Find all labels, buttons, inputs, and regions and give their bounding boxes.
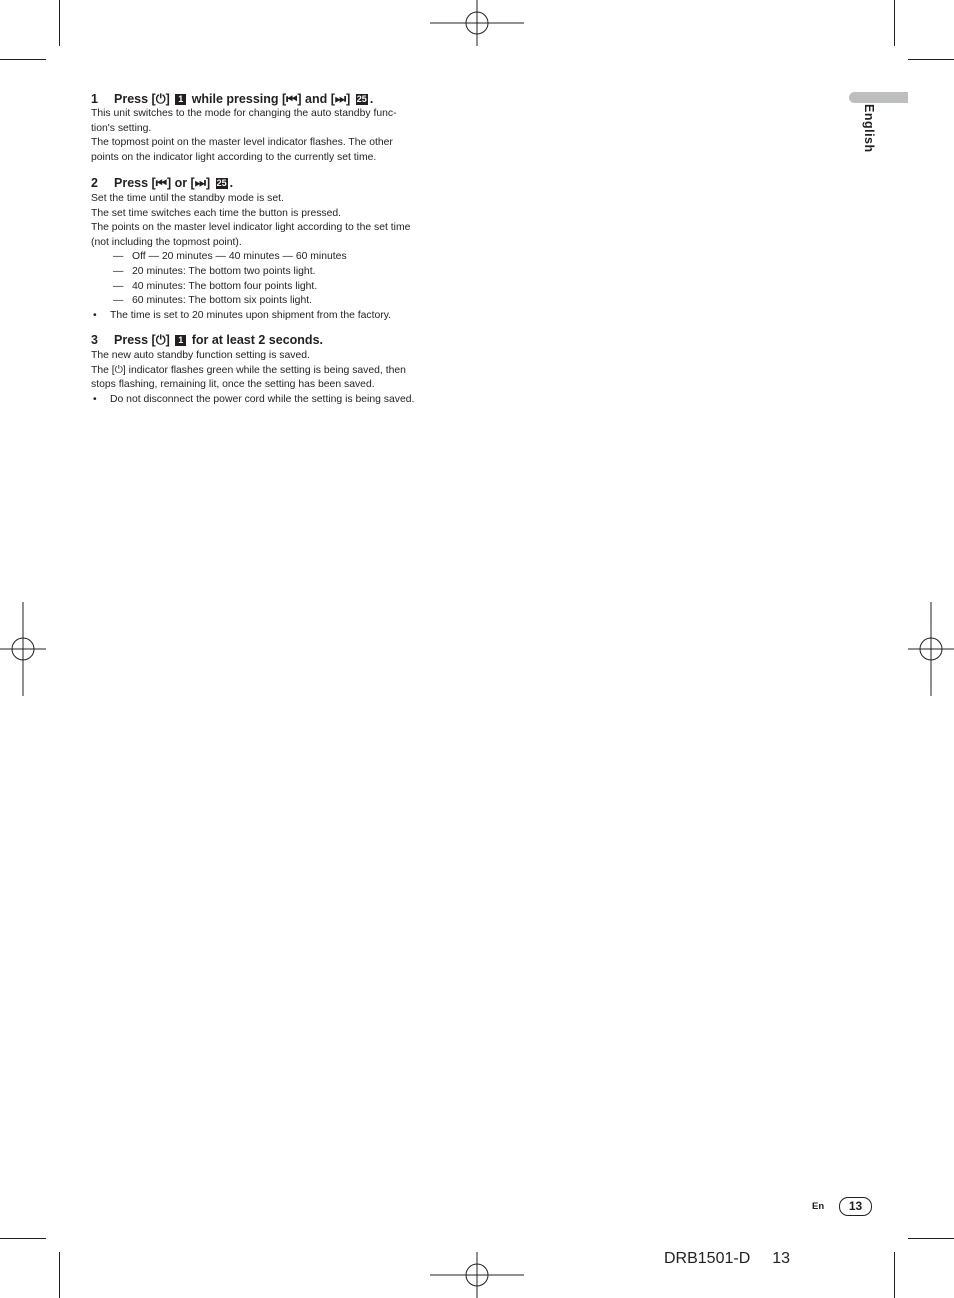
step-heading-text: . bbox=[369, 92, 374, 106]
step-1-body bbox=[91, 107, 461, 165]
dash-marker: — bbox=[113, 251, 124, 263]
dash-list-item bbox=[91, 294, 461, 309]
step-heading-text: for at least 2 seconds. bbox=[188, 333, 323, 347]
crop-mark bbox=[0, 1238, 46, 1239]
step-heading-text: Press [⏻] bbox=[114, 92, 174, 106]
language-tab-label: English bbox=[862, 104, 876, 153]
bullet-marker: • bbox=[93, 309, 97, 321]
body-line: stops flashing, remaining lit, once the setting has been saved. bbox=[91, 379, 375, 391]
language-code: En bbox=[812, 1201, 825, 1212]
body-line: Set the time until the standby mode is set. bbox=[91, 193, 284, 204]
step-heading-text: . bbox=[229, 176, 234, 190]
body-line: The set time switches each time the button is pressed. bbox=[91, 207, 342, 219]
button-number-badge: 1 bbox=[175, 335, 186, 346]
registration-mark-right bbox=[908, 602, 954, 696]
body-line: The new auto standby function setting is saved. bbox=[91, 350, 310, 361]
step-heading-text: while pressing [⏮] and [⏭] bbox=[188, 92, 354, 106]
bullet-text: Do not disconnect the power cord while the setting is being saved. bbox=[110, 393, 415, 405]
dash-item-text: Off — 20 minutes — 40 minutes — 60 minutes bbox=[132, 251, 347, 263]
dash-list-item bbox=[91, 250, 461, 265]
crop-mark bbox=[59, 1252, 60, 1298]
registration-mark-top bbox=[430, 0, 524, 46]
dash-marker: — bbox=[113, 280, 124, 292]
step-heading-text: Press [⏮] or [⏭] bbox=[114, 176, 214, 190]
body-line: The topmost point on the master level indicator flashes. The other bbox=[91, 137, 393, 149]
dash-list-item bbox=[91, 280, 461, 295]
dash-item-text: 20 minutes: The bottom two points light. bbox=[132, 265, 316, 277]
page-number: 13 bbox=[839, 1197, 872, 1216]
step-2-body bbox=[91, 192, 461, 323]
button-number-badge: 25 bbox=[216, 178, 227, 188]
bullet-text: The time is set to 20 minutes upon shipment from the factory. bbox=[110, 309, 392, 321]
step-heading-text: Press [⏻] bbox=[114, 333, 174, 347]
registration-mark-bottom bbox=[430, 1252, 524, 1298]
dash-marker: — bbox=[113, 265, 124, 277]
print-slug bbox=[664, 1250, 790, 1268]
button-number-badge: 1 bbox=[175, 94, 186, 105]
step-3-body bbox=[91, 349, 461, 407]
crop-mark bbox=[894, 1252, 895, 1298]
body-line: The [⏻] indicator flashes green while the setting is being saved, then bbox=[91, 364, 406, 376]
step-number: 3 bbox=[91, 333, 98, 347]
step-number: 1 bbox=[91, 92, 98, 106]
bullet-item bbox=[91, 309, 461, 324]
sheet-number: 13 bbox=[772, 1250, 791, 1267]
crop-mark bbox=[0, 59, 46, 60]
language-tab bbox=[849, 92, 908, 103]
dash-list-item bbox=[91, 265, 461, 280]
body-line: This unit switches to the mode for changing the auto standby func- bbox=[91, 108, 397, 119]
button-number-badge: 25 bbox=[356, 94, 367, 104]
model-code: DRB1501-D bbox=[664, 1250, 751, 1267]
crop-mark bbox=[908, 1238, 954, 1239]
step-number: 2 bbox=[91, 176, 98, 190]
step-1-heading bbox=[91, 92, 373, 107]
body-line: points on the indicator light according to the currently set time. bbox=[91, 151, 377, 163]
crop-mark bbox=[894, 0, 895, 46]
registration-mark-left bbox=[0, 602, 46, 696]
step-2-heading bbox=[91, 176, 233, 191]
dash-item-text: 60 minutes: The bottom six points light. bbox=[132, 295, 313, 307]
dash-marker: — bbox=[113, 295, 124, 307]
body-line: The points on the master level indicator light according to the set time bbox=[91, 222, 411, 234]
crop-mark bbox=[908, 59, 954, 60]
crop-mark bbox=[59, 0, 60, 46]
bullet-marker: • bbox=[93, 393, 97, 405]
bullet-item bbox=[91, 393, 461, 408]
body-line: (not including the topmost point). bbox=[91, 236, 242, 248]
body-line: tion's setting. bbox=[91, 122, 152, 134]
dash-item-text: 40 minutes: The bottom four points light. bbox=[132, 280, 318, 292]
step-3-heading bbox=[91, 333, 323, 348]
